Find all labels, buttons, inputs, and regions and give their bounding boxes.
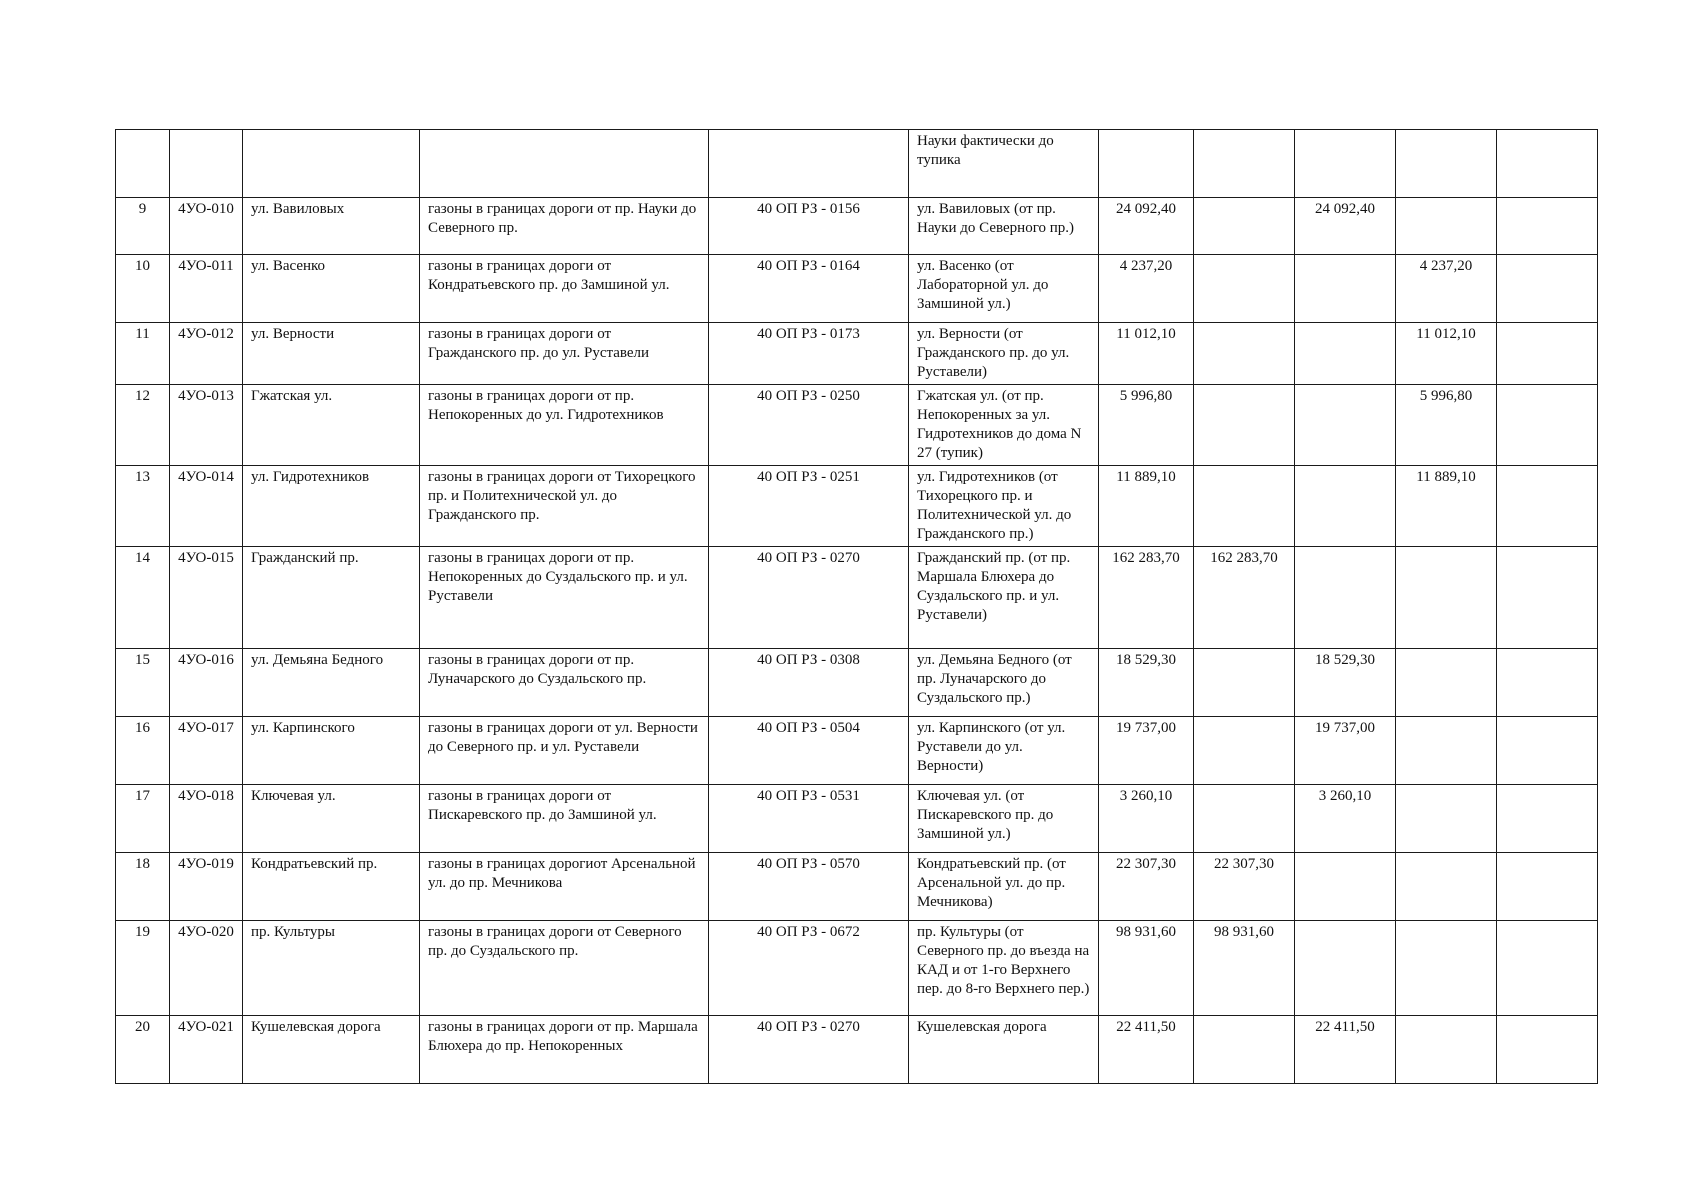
cell-reg: 40 ОП РЗ - 0672 [709,921,909,1016]
cell-num: 17 [116,785,170,853]
cell-total: 22 411,50 [1099,1016,1194,1084]
cell-value-3 [1396,198,1497,255]
cell-value-3 [1396,717,1497,785]
cell-desc [420,130,709,198]
cell-desc: газоны в границах дороги от ул. Верности до Северного пр. и ул. Руставели [420,717,709,785]
table-row [116,198,1598,255]
cell-code: 4УО-019 [170,853,243,921]
cell-road: Гражданский пр. (от пр. Маршала Блюхера до Суздальского пр. и ул. Руставели) [909,547,1099,649]
cell-reg [709,130,909,198]
cell-reg: 40 ОП РЗ - 0270 [709,1016,909,1084]
cell-desc: газоны в границах дороги от Гражданского пр. до ул. Руставели [420,323,709,385]
table-row [116,255,1598,323]
cell-value-1 [1194,385,1295,466]
cell-code: 4УО-016 [170,649,243,717]
cell-road: ул. Верности (от Гражданского пр. до ул. Руставели) [909,323,1099,385]
cell-num: 20 [116,1016,170,1084]
cell-value-2: 3 260,10 [1295,785,1396,853]
cell-road: ул. Демьяна Бедного (от пр. Луначарского до Суздальского пр.) [909,649,1099,717]
cell-desc: газоны в границах дороги от Северного пр. до Суздальского пр. [420,921,709,1016]
cell-value-1 [1194,130,1295,198]
cell-desc: газоны в границах дороги от пр. Луначарского до Суздальского пр. [420,649,709,717]
cell-desc: газоны в границах дороги от Тихорецкого пр. и Политехнической ул. до Гражданского пр. [420,466,709,547]
cell-value-2 [1295,130,1396,198]
cell-reg: 40 ОП РЗ - 0164 [709,255,909,323]
cell-desc: газоны в границах дорогиот Арсенальной ул. до пр. Мечникова [420,853,709,921]
cell-name [243,130,420,198]
cell-value-3 [1396,130,1497,198]
table-row [116,323,1598,385]
cell-num: 11 [116,323,170,385]
cell-value-1 [1194,717,1295,785]
table-row [116,649,1598,717]
cell-name: ул. Васенко [243,255,420,323]
cell-road: ул. Карпинского (от ул. Руставели до ул. Верности) [909,717,1099,785]
cell-code: 4УО-015 [170,547,243,649]
cell-num: 18 [116,853,170,921]
cell-value-3 [1396,649,1497,717]
cell-value-3 [1396,547,1497,649]
cell-value-4 [1497,785,1598,853]
cell-road: Науки фактически до тупика [909,130,1099,198]
cell-num: 12 [116,385,170,466]
table-row [116,385,1598,466]
cell-value-2: 18 529,30 [1295,649,1396,717]
cell-reg: 40 ОП РЗ - 0250 [709,385,909,466]
cell-total: 22 307,30 [1099,853,1194,921]
cell-value-1 [1194,255,1295,323]
cell-value-2 [1295,921,1396,1016]
cell-value-3 [1396,921,1497,1016]
cell-total: 4 237,20 [1099,255,1194,323]
table-row [116,547,1598,649]
cell-name: Ключевая ул. [243,785,420,853]
cell-total: 162 283,70 [1099,547,1194,649]
cell-code: 4УО-018 [170,785,243,853]
cell-road: Гжатская ул. (от пр. Непокоренных за ул. Гидротехников до дома N 27 (тупик) [909,385,1099,466]
cell-desc: газоны в границах дороги от Кондратьевского пр. до Замшиной ул. [420,255,709,323]
cell-code: 4УО-020 [170,921,243,1016]
cell-code [170,130,243,198]
cell-value-4 [1497,921,1598,1016]
cell-value-3: 4 237,20 [1396,255,1497,323]
cell-reg: 40 ОП РЗ - 0251 [709,466,909,547]
cell-value-1 [1194,1016,1295,1084]
cell-value-1 [1194,785,1295,853]
cell-total: 5 996,80 [1099,385,1194,466]
cell-road: ул. Васенко (от Лабораторной ул. до Замшиной ул.) [909,255,1099,323]
cell-road: пр. Культуры (от Северного пр. до въезда на КАД и от 1-го Верхнего пер. до 8-го Верхнего пер.) [909,921,1099,1016]
cell-name: ул. Вавиловых [243,198,420,255]
cell-value-3 [1396,853,1497,921]
cell-value-2 [1295,547,1396,649]
cell-num: 13 [116,466,170,547]
cell-total: 98 931,60 [1099,921,1194,1016]
cell-name: Кондратьевский пр. [243,853,420,921]
cell-name: Кушелевская дорога [243,1016,420,1084]
cell-name: ул. Демьяна Бедного [243,649,420,717]
table-row [116,785,1598,853]
cell-name: Гжатская ул. [243,385,420,466]
table-row [116,466,1598,547]
cell-reg: 40 ОП РЗ - 0308 [709,649,909,717]
cell-num: 9 [116,198,170,255]
cell-total: 3 260,10 [1099,785,1194,853]
cell-value-2 [1295,255,1396,323]
cell-reg: 40 ОП РЗ - 0570 [709,853,909,921]
cell-value-1 [1194,323,1295,385]
cell-value-1 [1194,198,1295,255]
cell-num: 14 [116,547,170,649]
cell-total: 19 737,00 [1099,717,1194,785]
cell-value-4 [1497,649,1598,717]
cell-reg: 40 ОП РЗ - 0173 [709,323,909,385]
cell-value-1: 22 307,30 [1194,853,1295,921]
cell-value-4 [1497,547,1598,649]
cell-road: ул. Вавиловых (от пр. Науки до Северного пр.) [909,198,1099,255]
cell-desc: газоны в границах дороги от пр. Непокоренных до Суздальского пр. и ул. Руставели [420,547,709,649]
cell-value-2 [1295,323,1396,385]
cell-desc: газоны в границах дороги от пр. Науки до Северного пр. [420,198,709,255]
cell-code: 4УО-012 [170,323,243,385]
cell-value-4 [1497,323,1598,385]
cell-value-4 [1497,198,1598,255]
cell-code: 4УО-014 [170,466,243,547]
cell-value-4 [1497,255,1598,323]
cell-name: ул. Карпинского [243,717,420,785]
cell-reg: 40 ОП РЗ - 0156 [709,198,909,255]
cell-road: ул. Гидротехников (от Тихорецкого пр. и Политехнической ул. до Гражданского пр.) [909,466,1099,547]
cell-value-4 [1497,385,1598,466]
cell-total [1099,130,1194,198]
cell-value-2 [1295,853,1396,921]
table-body [116,130,1598,1084]
cell-value-3: 11 012,10 [1396,323,1497,385]
cell-num: 10 [116,255,170,323]
cell-code: 4УО-017 [170,717,243,785]
cell-value-1 [1194,649,1295,717]
cell-value-1: 98 931,60 [1194,921,1295,1016]
table-row [116,717,1598,785]
cell-value-2: 24 092,40 [1295,198,1396,255]
cell-reg: 40 ОП РЗ - 0531 [709,785,909,853]
cell-value-2: 19 737,00 [1295,717,1396,785]
cell-value-4 [1497,853,1598,921]
cell-code: 4УО-013 [170,385,243,466]
cell-value-2 [1295,385,1396,466]
cell-value-3: 11 889,10 [1396,466,1497,547]
cell-code: 4УО-010 [170,198,243,255]
cell-name: ул. Верности [243,323,420,385]
cell-desc: газоны в границах дороги от Пискаревского пр. до Замшиной ул. [420,785,709,853]
cell-value-3 [1396,1016,1497,1084]
cell-name: ул. Гидротехников [243,466,420,547]
cell-reg: 40 ОП РЗ - 0504 [709,717,909,785]
cell-road: Ключевая ул. (от Пискаревского пр. до Замшиной ул.) [909,785,1099,853]
cell-value-2: 22 411,50 [1295,1016,1396,1084]
cell-desc: газоны в границах дороги от пр. Непокоренных до ул. Гидротехников [420,385,709,466]
cell-road: Кушелевская дорога [909,1016,1099,1084]
table-row [116,1016,1598,1084]
table-row [116,921,1598,1016]
cell-value-4 [1497,466,1598,547]
cell-desc: газоны в границах дороги от пр. Маршала Блюхера до пр. Непокоренных [420,1016,709,1084]
cell-total: 11 889,10 [1099,466,1194,547]
cell-total: 18 529,30 [1099,649,1194,717]
cell-reg: 40 ОП РЗ - 0270 [709,547,909,649]
cell-value-3 [1396,785,1497,853]
cell-value-1: 162 283,70 [1194,547,1295,649]
cell-code: 4УО-021 [170,1016,243,1084]
cell-value-3: 5 996,80 [1396,385,1497,466]
table-row [116,853,1598,921]
cell-name: пр. Культуры [243,921,420,1016]
cell-num: 16 [116,717,170,785]
cell-num [116,130,170,198]
cell-road: Кондратьевский пр. (от Арсенальной ул. до пр. Мечникова) [909,853,1099,921]
cell-value-4 [1497,130,1598,198]
cell-value-4 [1497,1016,1598,1084]
cell-value-1 [1194,466,1295,547]
green-areas-table [115,129,1598,1084]
cell-total: 24 092,40 [1099,198,1194,255]
cell-total: 11 012,10 [1099,323,1194,385]
continuation-row [116,130,1598,198]
cell-value-4 [1497,717,1598,785]
cell-code: 4УО-011 [170,255,243,323]
cell-value-2 [1295,466,1396,547]
cell-num: 19 [116,921,170,1016]
cell-name: Гражданский пр. [243,547,420,649]
cell-num: 15 [116,649,170,717]
